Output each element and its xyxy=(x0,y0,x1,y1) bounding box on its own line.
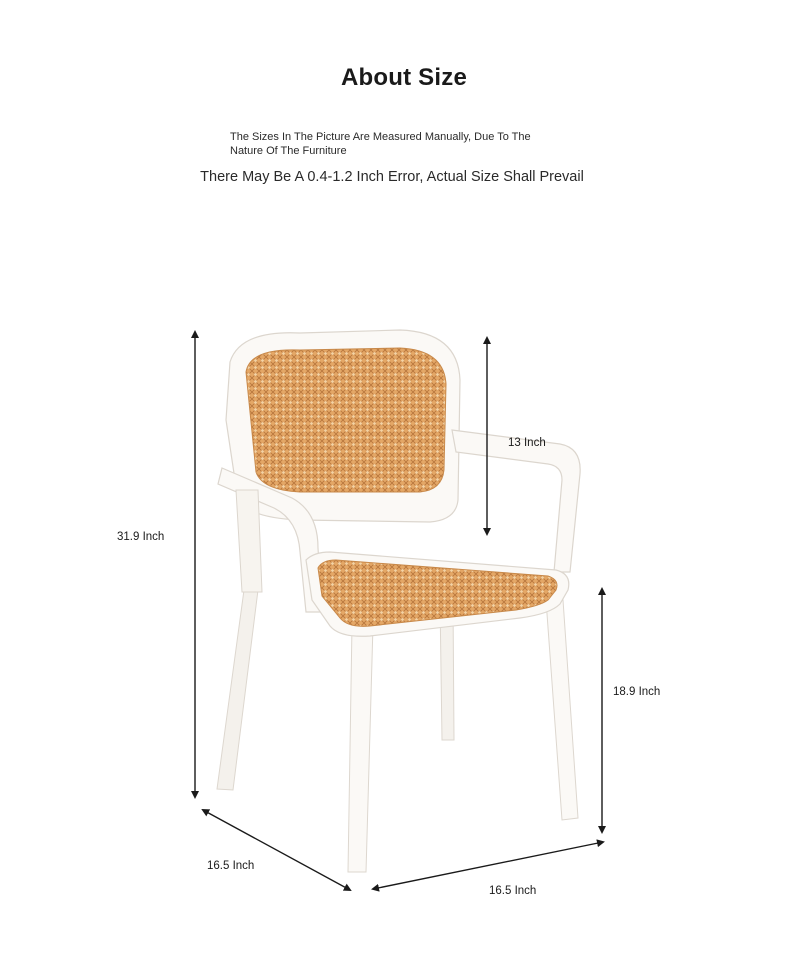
left-side-post xyxy=(236,490,262,592)
width-arrow xyxy=(373,842,603,889)
width-label: 16.5 Inch xyxy=(489,885,537,897)
page-title: About Size xyxy=(341,64,467,91)
measurement-note-line1: The Sizes In The Picture Are Measured Manually, Due To The xyxy=(230,131,531,143)
measurement-note-line2: Nature Of The Furniture xyxy=(230,145,347,157)
backrest-rattan xyxy=(246,348,446,492)
backrest-height-label: 13 Inch xyxy=(508,437,546,449)
right-armrest xyxy=(452,430,580,572)
depth-label: 16.5 Inch xyxy=(207,860,255,872)
front-right-leg xyxy=(546,600,578,820)
front-left-leg xyxy=(348,625,373,872)
seat-height-label: 18.9 Inch xyxy=(613,686,661,698)
chair-illustration xyxy=(217,330,580,872)
error-note: There May Be A 0.4-1.2 Inch Error, Actual Size Shall Prevail xyxy=(200,169,584,185)
total-height-label: 31.9 Inch xyxy=(117,531,165,543)
back-left-leg xyxy=(217,590,258,790)
depth-arrow xyxy=(203,810,350,890)
